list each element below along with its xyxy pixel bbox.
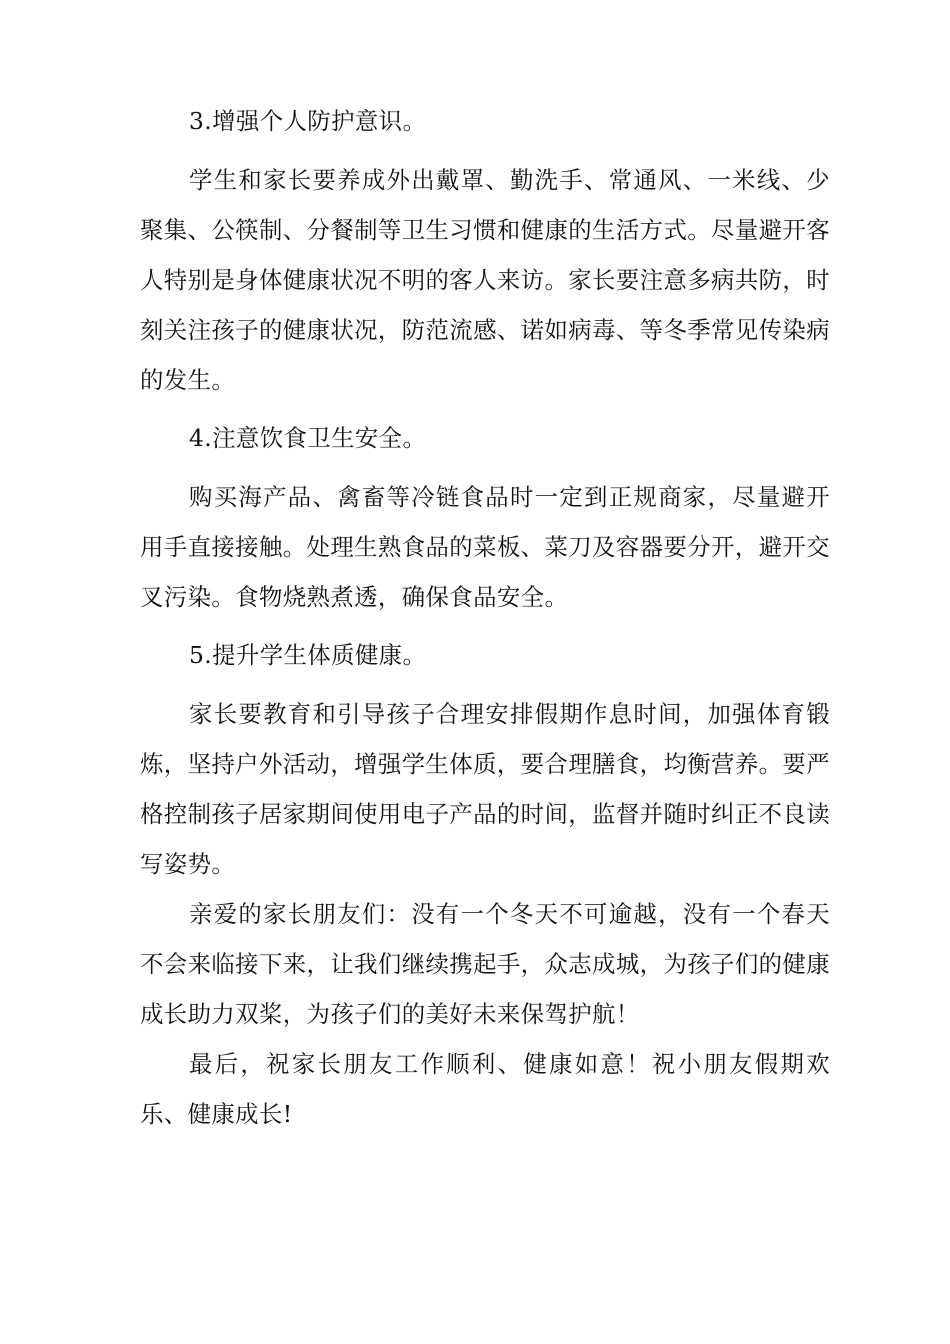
section-heading-3: 3.增强个人防护意识。	[189, 107, 427, 135]
paragraph-final-wishes: 最后，祝家长朋友工作顺利、健康如意！祝小朋友假期欢乐、健康成长!	[140, 1050, 830, 1128]
paragraph-closing-message: 亲爱的家长朋友们：没有一个冬天不可逾越，没有一个春天不会来临接下来，让我们继续携起手，众志成城，为孩子们的健康成长助力双桨，为孩子们的美好未来保驾护航！	[140, 900, 830, 1028]
document-body	[140, 96, 830, 1139]
section-heading-5: 5.提升学生体质健康。	[189, 641, 427, 669]
paragraph-personal-protection: 学生和家长要养成外出戴罩、勤洗手、常通风、一米线、少聚集、公筷制、分餐制等卫生习惯和健康的生活方式。尽量避开客人特别是身体健康状况不明的客人来访。家长要注意多病共防，时刻关注孩子的健康状况，防范流感、诺如病毒、等冬季常见传染病的发生。	[140, 166, 830, 394]
paragraph-physical-health: 家长要教育和引导孩子合理安排假期作息时间，加强体育锻炼，坚持户外活动，增强学生体质，要合理膳食，均衡营养。要严格控制孩子居家期间使用电子产品的时间，监督并随时纠正不良读写姿势。	[140, 700, 830, 878]
paragraph-food-safety: 购买海产品、禽畜等冷链食品时一定到正规商家，尽量避开用手直接接触。处理生熟食品的菜板、菜刀及容器要分开，避开交叉污染。食物烧熟煮透，确保食品安全。	[140, 483, 830, 611]
section-heading-4: 4.注意饮食卫生安全。	[189, 424, 427, 452]
